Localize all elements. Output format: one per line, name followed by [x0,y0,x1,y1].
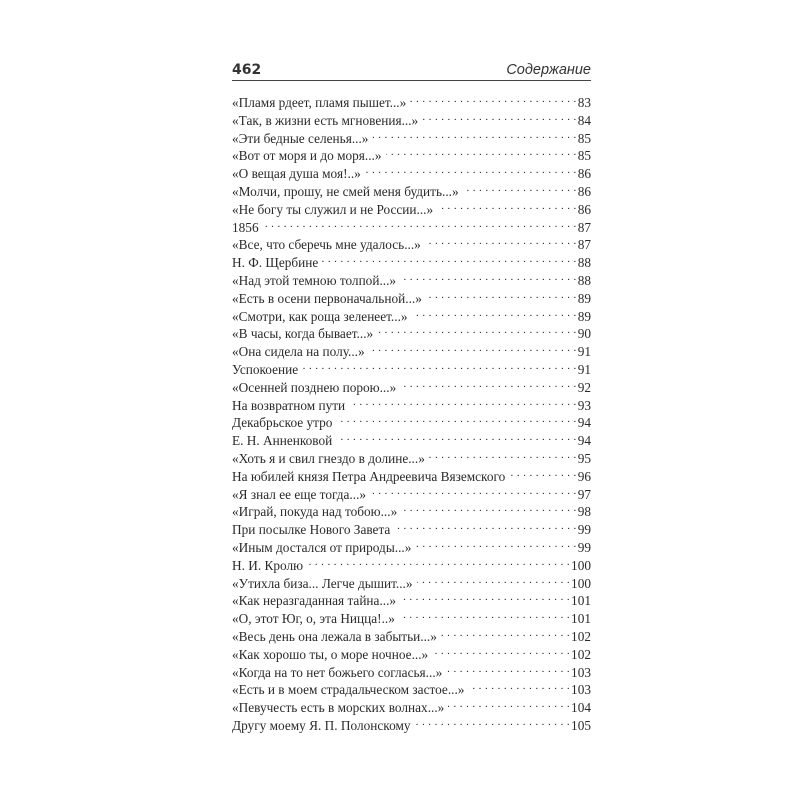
toc-entry [232,449,591,467]
toc-entry [232,574,591,592]
entry-title: При посылке Нового Завета [232,522,391,538]
toc-entry [232,467,591,485]
entry-page: 85 [577,148,591,164]
entry-page: 99 [577,522,591,538]
entry-page: 99 [577,539,591,555]
dot-leader [425,235,577,249]
dot-leader [509,467,576,481]
entry-title: «Хоть я и свил гнездо в долине...» [232,450,425,466]
toc-entry [232,164,591,182]
entry-title: Е. Н. Анненковой [232,433,333,449]
toc-entry [232,360,591,378]
dot-leader [412,307,577,321]
section-title: Содержание [506,62,591,78]
entry-page: 86 [577,166,591,182]
toc-entry [232,502,591,520]
entry-page: 87 [577,219,591,235]
entry-page: 89 [577,308,591,324]
entry-page: 85 [577,130,591,146]
entry-title: «Так, в жизни есть мгновения...» [232,112,419,128]
entry-title: «О вещая душа моя!..» [232,166,361,182]
toc-entry [232,93,591,111]
entry-title: «Есть и в моем страдальческом застое...» [232,682,465,698]
dot-leader [400,271,577,285]
dot-leader [302,360,577,374]
entry-title: «Она сидела на полу...» [232,344,365,360]
toc-entry [232,378,591,396]
entry-page: 87 [577,237,591,253]
entry-page: 100 [571,557,591,573]
toc-entry [232,627,591,645]
entry-page: 102 [571,646,591,662]
entry-title: «Весь день она лежала в забытьи...» [232,628,437,644]
toc-entry [232,307,591,325]
entry-page: 91 [577,344,591,360]
dot-leader [417,574,571,588]
entry-title: «Певучесть есть в морских волнах...» [232,700,445,716]
dot-leader [336,431,576,445]
toc-entry [232,235,591,253]
entry-page: 98 [577,504,591,520]
entry-title: Успокоение [232,361,299,377]
entry-page: 86 [577,183,591,199]
dot-leader [400,378,576,392]
dot-leader [365,164,577,178]
toc-entry [232,645,591,663]
dot-leader [349,396,577,410]
book-page [232,56,591,734]
entry-title: «Осенней позднею порою...» [232,379,397,395]
entry-page: 93 [577,397,591,413]
entry-page: 104 [571,700,591,716]
dot-leader [446,663,570,677]
toc-entry [232,218,591,236]
toc-entry [232,431,591,449]
dot-leader [415,538,576,552]
entry-page: 86 [577,201,591,217]
entry-title: «Вот от моря и до моря...» [232,148,382,164]
entry-page: 97 [577,486,591,502]
entry-page: 89 [577,290,591,306]
entry-title: «В часы, когда бывает...» [232,326,374,342]
entry-page: 94 [577,415,591,431]
entry-title: 1856 [232,219,259,235]
entry-title: На возвратном пути [232,397,346,413]
entry-title: Другу моему Я. П. Полонскому [232,717,411,733]
entry-page: 90 [577,326,591,342]
entry-page: 96 [577,468,591,484]
dot-leader [415,716,571,730]
toc-entry [232,520,591,538]
entry-page: 88 [577,255,591,271]
toc-entry [232,324,591,342]
toc-entry [232,556,591,574]
toc-entry [232,289,591,307]
dot-leader [437,200,577,214]
entry-page: 105 [571,717,591,733]
dot-leader [369,342,577,356]
toc-entry [232,698,591,716]
dot-leader [429,449,577,463]
dot-leader [448,698,570,712]
dot-leader [307,556,570,570]
toc-entry [232,591,591,609]
dot-leader [401,502,576,516]
dot-leader [432,645,570,659]
entry-title: «Как неразгаданная тайна...» [232,593,397,609]
dot-leader [410,93,576,107]
entry-title: «Молчи, прошу, не смей меня будить...» [232,183,459,199]
dot-leader [370,485,577,499]
dot-leader [399,609,570,623]
entry-page: 101 [571,593,591,609]
entry-title: «О, этот Юг, о, эта Ницца!..» [232,611,395,627]
entry-title: «Эти бедные селенья...» [232,130,369,146]
entry-title: «Смотри, как роща зеленеет...» [232,308,408,324]
entry-title: «Иным достался от природы...» [232,539,412,555]
entry-title: «Над этой темною толпой...» [232,272,397,288]
toc-entry [232,253,591,271]
entry-page: 103 [571,682,591,698]
dot-leader [377,324,577,338]
dot-leader [322,253,576,267]
dot-leader [372,129,576,143]
entry-title: «Играй, покуда над тобою...» [232,504,398,520]
entry-page: 101 [571,611,591,627]
entry-page: 100 [571,575,591,591]
entry-page: 88 [577,272,591,288]
dot-leader [468,680,570,694]
toc-entry [232,200,591,218]
entry-title: «Все, что сберечь мне удалось...» [232,237,421,253]
entry-page: 94 [577,433,591,449]
dot-leader [386,146,577,160]
table-of-contents [232,93,591,734]
dot-leader [441,627,570,641]
running-header [232,56,591,81]
toc-entry [232,271,591,289]
dot-leader [400,591,570,605]
toc-entry [232,342,591,360]
dot-leader [263,218,577,232]
entry-page: 84 [577,112,591,128]
toc-entry [232,609,591,627]
entry-title: На юбилей князя Петра Андреевича Вяземского [232,468,506,484]
dot-leader [336,413,576,427]
toc-entry [232,663,591,681]
entry-title: «Есть в осени первоначальной...» [232,290,422,306]
entry-title: «Утихла биза... Легче дышит...» [232,575,413,591]
entry-page: 83 [577,95,591,110]
dot-leader [463,182,577,196]
entry-title: Н. И. Кролю [232,557,304,573]
entry-title: Н. Ф. Щербине [232,255,319,271]
toc-entry [232,538,591,556]
dot-leader [394,520,576,534]
dot-leader [426,289,577,303]
entry-title: «Не богу ты служил и не России...» [232,201,434,217]
entry-title: «Когда на то нет божьего согласья...» [232,664,443,680]
toc-entry [232,129,591,147]
toc-entry [232,413,591,431]
entry-page: 91 [577,361,591,377]
toc-entry [232,146,591,164]
entry-page: 103 [571,664,591,680]
toc-entry [232,111,591,129]
page-number: 462 [232,62,262,78]
entry-title: «Я знал ее еще тогда...» [232,486,367,502]
toc-entry [232,680,591,698]
dot-leader [422,111,577,125]
entry-title: «Как хорошо ты, о море ночное...» [232,646,429,662]
entry-page: 92 [577,379,591,395]
entry-page: 95 [577,450,591,466]
toc-entry [232,485,591,503]
toc-entry [232,396,591,414]
entry-page: 102 [571,628,591,644]
toc-entry [232,716,591,734]
entry-title: «Пламя рдеет, пламя пышет...» [232,95,407,110]
entry-title: Декабрьское утро [232,415,333,431]
toc-entry [232,182,591,200]
